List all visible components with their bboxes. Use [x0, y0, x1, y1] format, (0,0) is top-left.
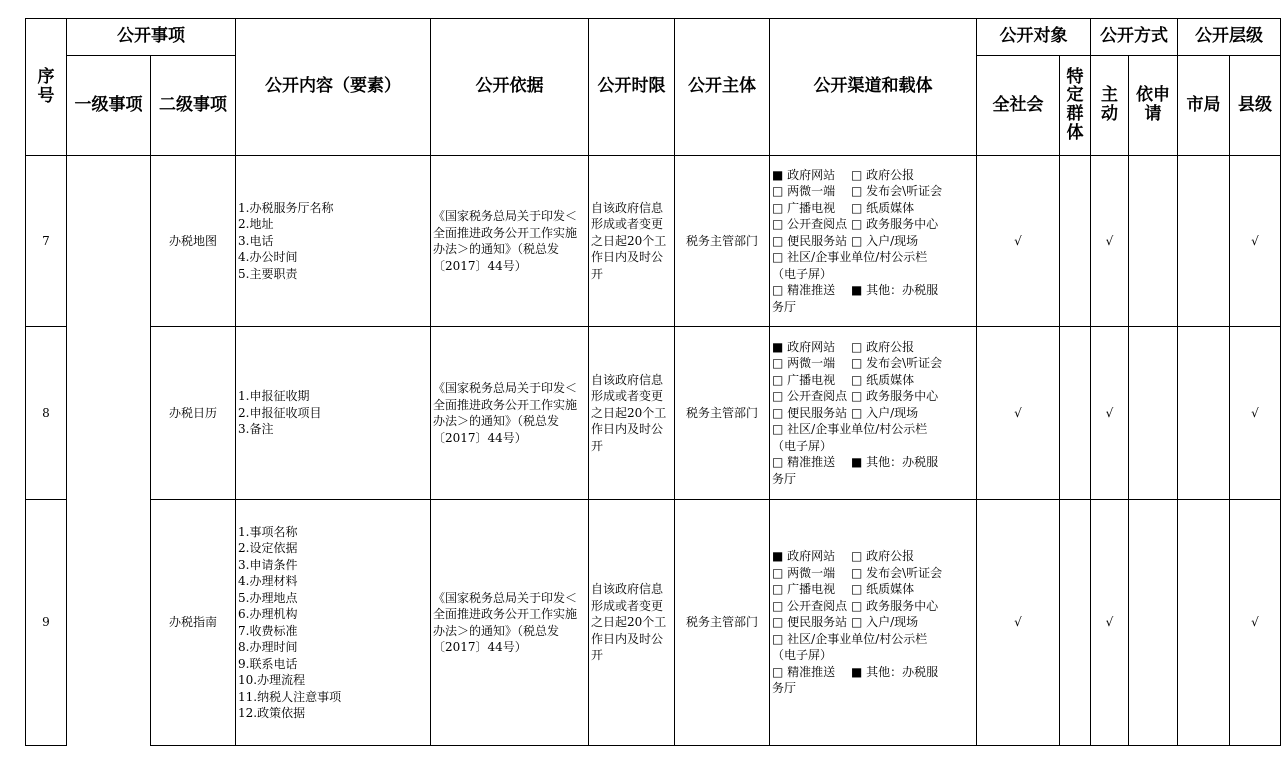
active-check: √: [1091, 327, 1129, 500]
subject-cell: 税务主管部门: [675, 500, 770, 746]
active-check: √: [1091, 500, 1129, 746]
header-subject: 公开主体: [675, 19, 770, 156]
header-basis: 公开依据: [431, 19, 589, 156]
specific-check: [1060, 500, 1091, 746]
header-active: 主 动: [1091, 56, 1129, 156]
level2-cell: 办税地图: [151, 156, 236, 327]
basis-cell: 《国家税务总局关于印发＜全面推进政务公开工作实施办法＞的通知》（税总发〔2017〕44号）: [431, 327, 589, 500]
specific-check: [1060, 156, 1091, 327]
channel-cell: ■ 政府网站 □ 政府公报 □ 两微一端 □ 发布会\听证会 □ 广播电视 □ 纸质媒体 □ 公开查阅点 □ 政务服务中心 □ 便民服务站 □ 入户/现场 □ 社区/企事业单位/村公示栏 （电子屏） □ 精准推送 ■ 其他：办税服 务厅: [770, 156, 977, 327]
table-row: [26, 156, 1281, 327]
seq-cell: 9: [26, 500, 67, 746]
channel-cell: ■ 政府网站 □ 政府公报 □ 两微一端 □ 发布会\听证会 □ 广播电视 □ 纸质媒体 □ 公开查阅点 □ 政务服务中心 □ 便民服务站 □ 入户/现场 □ 社区/企事业单位/村公示栏 （电子屏） □ 精准推送 ■ 其他：办税服 务厅: [770, 327, 977, 500]
header-specific: 特 定 群 体: [1060, 56, 1091, 156]
header-seq: 序 号: [26, 19, 67, 156]
county-check: √: [1230, 156, 1281, 327]
county-check: √: [1230, 500, 1281, 746]
header-target: 公开对象: [977, 19, 1091, 56]
society-check: √: [977, 327, 1060, 500]
city-check: [1178, 327, 1230, 500]
on-request-check: [1129, 500, 1178, 746]
time-limit-cell: 自该政府信息形成或者变更之日起20个工作日内及时公开: [589, 327, 675, 500]
header-content: 公开内容（要素）: [236, 19, 431, 156]
level1-cell: [67, 156, 151, 746]
header-level: 公开层级: [1178, 19, 1281, 56]
active-check: √: [1091, 156, 1129, 327]
specific-check: [1060, 327, 1091, 500]
society-check: √: [977, 500, 1060, 746]
on-request-check: [1129, 327, 1178, 500]
content-cell: 1.申报征收期 2.申报征收项目 3.备注: [236, 327, 431, 500]
header-time-limit: 公开时限: [589, 19, 675, 156]
header-level1: 一级事项: [67, 56, 151, 156]
header-society: 全社会: [977, 56, 1060, 156]
seq-cell: 8: [26, 327, 67, 500]
time-limit-cell: 自该政府信息形成或者变更之日起20个工作日内及时公开: [589, 156, 675, 327]
header-method: 公开方式: [1091, 19, 1178, 56]
subject-cell: 税务主管部门: [675, 327, 770, 500]
content-cell: 1.办税服务厅名称 2.地址 3.电话 4.办公时间 5.主要职责: [236, 156, 431, 327]
seq-cell: 7: [26, 156, 67, 327]
time-limit-cell: 自该政府信息形成或者变更之日起20个工作日内及时公开: [589, 500, 675, 746]
table-row: [26, 500, 1281, 746]
city-check: [1178, 500, 1230, 746]
header-public-item: 公开事项: [67, 19, 236, 56]
content-cell: 1.事项名称 2.设定依据 3.申请条件 4.办理材料 5.办理地点 6.办理机构 7.收费标准 8.办理时间 9.联系电话 10.办理流程 11.纳税人注意事项 12.政策依据: [236, 500, 431, 746]
table-row: [26, 327, 1281, 500]
society-check: √: [977, 156, 1060, 327]
county-check: √: [1230, 327, 1281, 500]
basis-cell: 《国家税务总局关于印发＜全面推进政务公开工作实施办法＞的通知》（税总发〔2017〕44号）: [431, 500, 589, 746]
header-city: 市局: [1178, 56, 1230, 156]
city-check: [1178, 156, 1230, 327]
level2-cell: 办税指南: [151, 500, 236, 746]
channel-cell: ■ 政府网站 □ 政府公报 □ 两微一端 □ 发布会\听证会 □ 广播电视 □ 纸质媒体 □ 公开查阅点 □ 政务服务中心 □ 便民服务站 □ 入户/现场 □ 社区/企事业单位/村公示栏 （电子屏） □ 精准推送 ■ 其他：办税服 务厅: [770, 500, 977, 746]
header-level2: 二级事项: [151, 56, 236, 156]
disclosure-table: [25, 18, 1281, 746]
header-channel: 公开渠道和载体: [770, 19, 977, 156]
basis-cell: 《国家税务总局关于印发＜全面推进政务公开工作实施办法＞的通知》（税总发〔2017〕44号）: [431, 156, 589, 327]
header-county: 县级: [1230, 56, 1281, 156]
header-row-1: [26, 19, 1281, 56]
header-on-request: 依申 请: [1129, 56, 1178, 156]
on-request-check: [1129, 156, 1178, 327]
level2-cell: 办税日历: [151, 327, 236, 500]
subject-cell: 税务主管部门: [675, 156, 770, 327]
